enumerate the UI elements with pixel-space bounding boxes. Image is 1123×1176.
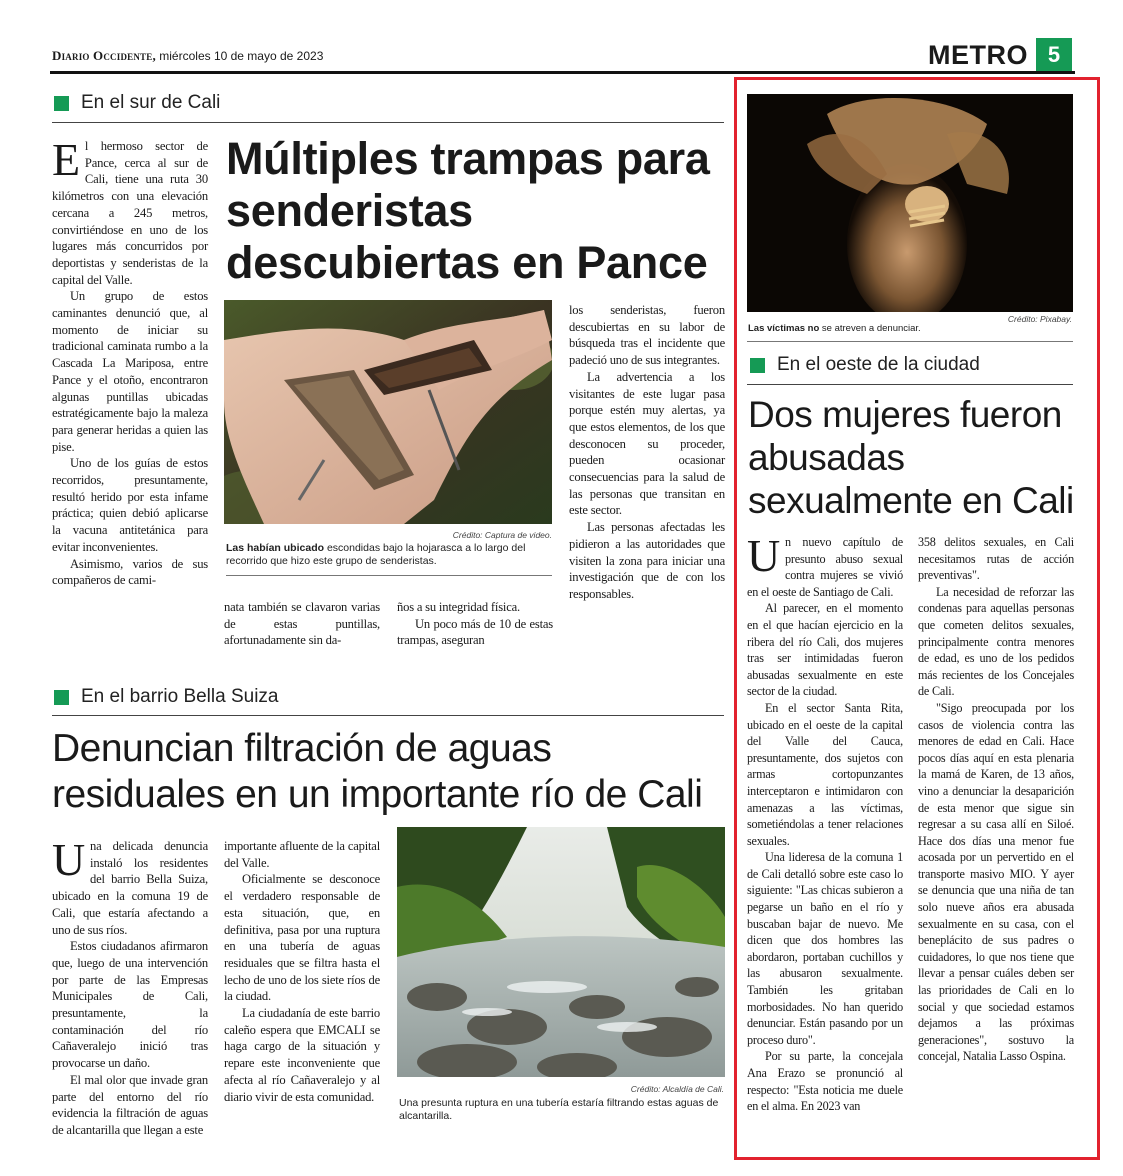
article1-paragraph: Un poco más de 10 de estas trampas, aseguran [397, 616, 553, 648]
article1-paragraph: La advertencia a los visitantes de este lugar pasa porque estén muy alertas, ya que estos elementos, de los que desconocen su proceder, pueden ocasionar consecuencias para la salud de las personas que transitan en este sector. [569, 369, 725, 518]
article3-photo-credit: Crédito: Pixabay. [1007, 314, 1072, 324]
article3-kicker-text: En el oeste de la ciudad [777, 354, 980, 375]
article1-dropcap: E [52, 134, 80, 185]
publication-date: miércoles 10 de mayo de 2023 [159, 49, 324, 63]
article1-paragraph: los senderistas, fueron descubiertas en su labor de búsqueda tras el incidente que padeció uno de sus integrantes. [569, 303, 725, 368]
article3-kicker-rule [747, 384, 1073, 385]
article3-paragraph: En el sector Santa Rita, ubicado en el oeste de la capital del Valle del Cauca, presuntamente, dos sujetos con armas cortopunzantes interceptaron e intimidaron con amenazas a las víctimas, sometiéndolas a tener relaciones sexuales. [747, 700, 903, 848]
masthead-rule [50, 71, 1075, 74]
article2-kicker [54, 686, 279, 708]
article2-photo [397, 827, 725, 1077]
article1-photo [224, 300, 552, 524]
section-name: METRO [928, 40, 1028, 70]
hand-with-nails-image [224, 300, 552, 524]
article1-paragraph: Las personas afectadas les pidieron a las autoridades que visiten la zona para iniciar una investigación que de con los responsables. [569, 520, 725, 601]
article3-paragraph: Al parecer, en el momento en el que hacían ejercicio en la ribera del río Cali, dos mujeres tras ser intimidadas fueron abusadas sexualmente en este sector de la ciudad. [747, 601, 903, 699]
article1-kicker [54, 92, 220, 114]
article2-paragraph: El mal olor que invade gran parte del entorno del río evidencia la filtración de aguas de alcantarilla que llegan a este [52, 1072, 208, 1137]
article2-photo-caption: Una presunta ruptura en una tubería estaría filtrando estas aguas de alcantarilla. [399, 1097, 719, 1122]
masthead-dateline [52, 48, 323, 64]
article1-kicker-text: En el sur de Cali [81, 92, 221, 113]
article3-column-1 [747, 530, 903, 1115]
article3-paragraph: Un nuevo capítulo de presunto abuso sexual contra mujeres se vivió en el oeste de Santiago de Cali. [747, 530, 903, 599]
article1-headline: Múltiples trampas para senderistas descubiertas en Pance [226, 133, 710, 288]
article1-kicker-rule [52, 122, 724, 123]
article3-paragraph: La necesidad de reforzar las condenas para aquellas personas que cometen delitos sexuales, principalmente contra menores de edad, es uno de los pedidos más recientes de los Concejales de Cali. [918, 584, 1074, 699]
article1-paragraph: Uno de los guías de estos recorridos, presuntamente, resultó herido por esta infame práctica; quien debió aplicarse la vacuna antitetánica para evitar inconvenientes. [52, 456, 208, 554]
article2-kicker-rule [52, 715, 724, 716]
article3-paragraph: 358 delitos sexuales, en Cali necesitamos rutas de acción preventivas". [918, 535, 1074, 583]
caption-rule [226, 575, 552, 576]
article1-paragraph: Un grupo de estos caminantes denunció que, al momento de iniciar su tradicional caminata rumbo a la Cascada La Mariposa, entre Pance y el otoño, encontraron algunas puntillas ubicadas estratégicamente bajo la maleza para generar heridas a quien las pise. [52, 289, 208, 454]
article3-dropcap: U [747, 530, 781, 581]
article1-paragraph: El hermoso sector de Pance, cerca al sur de Cali, tiene una ruta 30 kilómetros con una elevación cercana a 245 metros, convirtiéndose en uno de los lugares más concurridos por deportistas y senderistas de la capital del Valle. [52, 134, 208, 287]
kicker-square-icon [54, 690, 69, 705]
article3-paragraph: Por su parte, la concejala Ana Erazo se pronunció al respecto: "Esta noticia me duele en el alma. En 2023 van [747, 1049, 903, 1114]
article2-paragraph: La ciudadanía de este barrio caleño espera que EMCALI se haga cargo de la situación y repare este inconveniente que afecta al río Cañaveralejo y al diario vivir de esta comunidad. [224, 1006, 380, 1104]
article3-headline: Dos mujeres fueron abusadas sexualmente en Cali [748, 394, 1074, 521]
article1-paragraph: Asimismo, varios de sus compañeros de cami- [52, 556, 208, 588]
caption-text: se atreven a denunciar. [819, 323, 921, 334]
article3-column-2 [918, 534, 1074, 1065]
article1-column-4 [569, 302, 725, 603]
paper-name: Diario Occidente, [52, 48, 156, 63]
article1-column-2 [224, 599, 380, 649]
article2-headline: Denuncian filtración de aguas residuales en un importante río de Cali [52, 727, 703, 816]
article1-column-3 [397, 599, 553, 649]
article1-column-1 [52, 134, 208, 589]
article2-kicker-text: En el barrio Bella Suiza [81, 686, 279, 707]
article3-kicker [750, 354, 980, 376]
article1-paragraph: ños a su integridad física. [397, 600, 520, 614]
caption-text: escondidas bajo la hojarasca a lo largo del recorrido que hizo este grupo de senderistas. [226, 542, 526, 567]
article2-dropcap: U [52, 834, 86, 885]
article2-paragraph: importante afluente de la capital del Valle. [224, 839, 380, 870]
caption-bold: Las habían ubicado [226, 542, 325, 554]
article2-column-1 [52, 834, 208, 1139]
article3-paragraph: Una lideresa de la comuna 1 de Cali detalló sobre este caso lo siguiente: "Las chicas subieron a pegarse un baño en el río y buscaban bajar de nuevo. Me dicen que dos hombres las abordaron, portaban cuchillos y las abusaron sexualmente. También les gritaban morbosidades. No han querido denunciar. Están pasando por un proceso duro". [747, 850, 903, 1047]
article3-photo [747, 94, 1073, 312]
kicker-square-icon [750, 358, 765, 373]
article3-photo-caption [748, 322, 1072, 335]
article1-photo-caption [226, 542, 553, 568]
kicker-square-icon [54, 96, 69, 111]
bound-woman-image [747, 94, 1073, 312]
article2-paragraph: Estos ciudadanos afirmaron que, luego de una intervención por parte de las Empresas Municipales de Cali, presuntamente, la contaminación del río Cañaveralejo inició tras provocarse un daño. [52, 939, 208, 1071]
article2-paragraph: Una delicada denuncia instaló los residentes del barrio Bella Suiza, ubicado en la comuna 19 de Cali, que estaría afectando a uno de sus ríos. [52, 834, 208, 937]
caption-rule [747, 341, 1073, 342]
article2-column-2 [224, 838, 380, 1105]
caption-bold: Las víctimas no [748, 323, 820, 334]
article1-photo-credit: Crédito: Captura de video. [452, 530, 552, 540]
page-number: 5 [1036, 38, 1072, 72]
article3-paragraph: "Sigo preocupada por los casos de violencia contra las menores de edad en Cali. Hace pocos días aquí en esta plenaria la mamá de Karen, de 13 años, vino a denunciar la desaparición de esta menor que sigue sin regresar a su casa allí en Siloé. Hace dos días una menor fue acosada por un pervertido en el transporte masivo MIO. Y ayer se denuncia que una niña de tan solo nueve años era abusada sexualmente en su casa, con el beneplácito de sus padres o cuidadores, lo que nos tiene que llevar a pensar cuáles deben ser las prioridades de Cali en lo social y que sociedad estamos dejamos a las próximas generaciones", sostuvo la concejal, Natalia Lasso Ospina. [918, 700, 1074, 1064]
article1-paragraph: nata también se clavaron varias de estas puntillas, afortunadamente sin da- [224, 600, 380, 648]
article2-paragraph: Oficialmente se desconoce el verdadero responsable de esta situación, que, en definitiva, pasa por una ruptura en una tubería de aguas residuales que se filtra hasta el lecho de uno de los siete ríos de la ciudad. [224, 872, 380, 1004]
river-image [397, 827, 725, 1077]
article2-photo-credit: Crédito: Alcaldía de Cali. [630, 1084, 724, 1094]
